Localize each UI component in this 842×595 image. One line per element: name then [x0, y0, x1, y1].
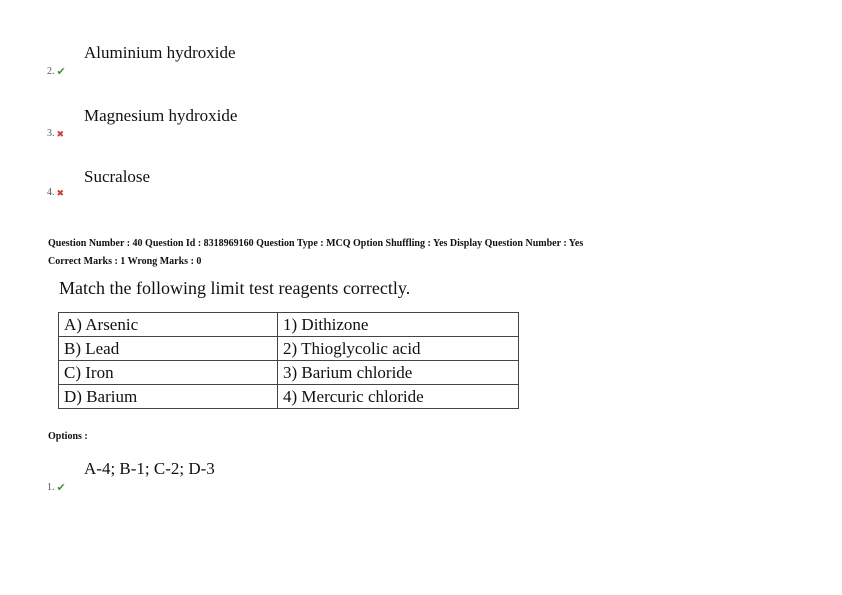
table-cell: 1) Dithizone: [278, 313, 519, 337]
option-number-marker: [47, 482, 66, 494]
table-cell: B) Lead: [59, 337, 278, 361]
question-text: Match the following limit test reagents correctly.: [59, 278, 411, 298]
option-number-marker: [47, 128, 64, 140]
option-text: Sucralose: [84, 167, 151, 186]
table-cell: D) Barium: [59, 385, 278, 409]
table-cell: 2) Thioglycolic acid: [278, 337, 519, 361]
table-cell: 4) Mercuric chloride: [278, 385, 519, 409]
option-number: 2.: [47, 66, 55, 77]
table-cell: C) Iron: [59, 361, 278, 385]
check-icon: ✔: [56, 482, 66, 494]
question-marks-line: Correct Marks : 1 Wrong Marks : 0: [48, 256, 202, 267]
option-text: A-4; B-1; C-2; D-3: [84, 459, 215, 478]
table-row: [59, 385, 519, 409]
table-row: [59, 361, 519, 385]
option-number: 1.: [47, 482, 55, 493]
table-row: [59, 337, 519, 361]
option-text: Magnesium hydroxide: [84, 106, 238, 125]
options-heading: Options :: [48, 431, 88, 442]
table-cell: A) Arsenic: [59, 313, 278, 337]
table-cell: 3) Barium chloride: [278, 361, 519, 385]
question-meta-line: Question Number : 40 Question Id : 8318969160 Question Type : MCQ Option Shuffling : Yes Display Question Number : Yes: [48, 238, 584, 249]
cross-icon: ✖: [56, 188, 65, 198]
option-text: Aluminium hydroxide: [84, 43, 236, 62]
table-row: [59, 313, 519, 337]
option-number: 3.: [47, 128, 55, 139]
option-number-marker: [47, 187, 64, 199]
option-number-marker: [47, 66, 66, 78]
option-number: 4.: [47, 187, 55, 198]
cross-icon: ✖: [56, 129, 65, 139]
match-table: [58, 312, 519, 409]
check-icon: ✔: [56, 66, 66, 78]
